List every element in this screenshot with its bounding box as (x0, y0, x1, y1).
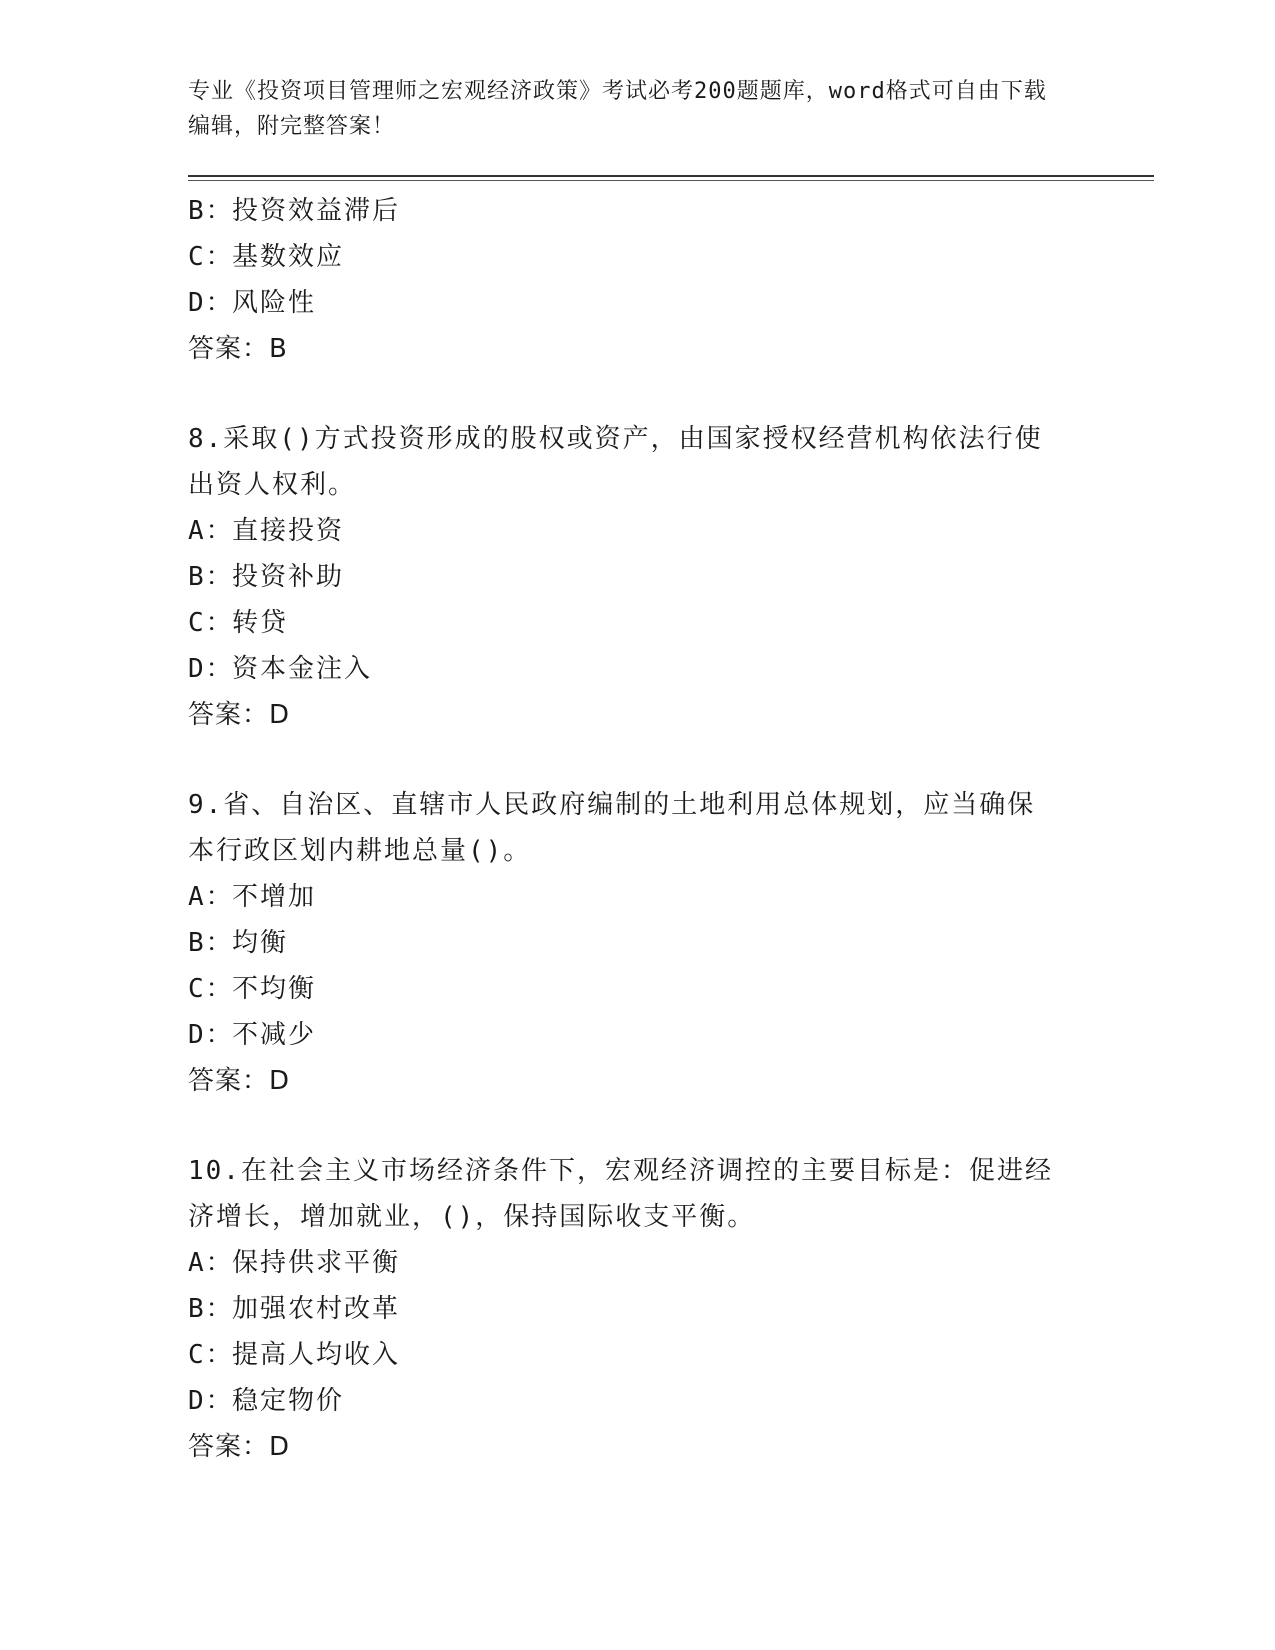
option-text: 不减少 (232, 1020, 317, 1050)
option-text: 风险性 (232, 288, 317, 318)
option-text: 保持供求平衡 (232, 1248, 401, 1278)
option-d (188, 1378, 1088, 1424)
option-key: A： (188, 516, 234, 546)
answer-line: 答案：B (188, 334, 288, 364)
option-c (188, 1332, 1088, 1378)
option-text: 均衡 (232, 928, 289, 958)
question-text-line-2: 出资人权利。 (188, 470, 357, 500)
option-a (188, 1240, 1088, 1286)
option-c (188, 966, 1088, 1012)
answer-line: 答案：D (188, 1432, 291, 1462)
option-a (188, 874, 1088, 920)
spacer (188, 372, 1088, 416)
option-key: D： (188, 1386, 234, 1416)
option-key: C： (188, 608, 234, 638)
option-c (188, 234, 1088, 280)
option-a (188, 508, 1088, 554)
option-b (188, 1286, 1088, 1332)
option-key: A： (188, 1248, 234, 1278)
header-divider-thin (188, 180, 1154, 181)
option-key: B： (188, 196, 234, 226)
option-key: C： (188, 1340, 234, 1370)
option-key: B： (188, 562, 234, 592)
option-c (188, 600, 1088, 646)
option-text: 投资补助 (232, 562, 345, 592)
option-text: 投资效益滞后 (232, 196, 401, 226)
question-list (188, 188, 1088, 1470)
spacer (188, 738, 1088, 782)
question-text-line-2: 济增长，增加就业，()，保持国际收支平衡。 (188, 1202, 756, 1232)
option-text: 稳定物价 (232, 1386, 345, 1416)
option-d (188, 646, 1088, 692)
option-text: 直接投资 (232, 516, 345, 546)
option-text: 资本金注入 (232, 654, 373, 684)
question-text-line-2: 本行政区划内耕地总量()。 (188, 836, 532, 866)
option-text: 基数效应 (232, 242, 345, 272)
answer-line: 答案：D (188, 1066, 291, 1096)
document-header: 专业《投资项目管理师之宏观经济政策》考试必考200题题库，word格式可自由下载编辑，附完整答案！ (188, 79, 1047, 139)
option-d (188, 280, 1088, 326)
question-block-8 (188, 416, 1088, 738)
option-key: C： (188, 242, 234, 272)
spacer (188, 1104, 1088, 1148)
header-divider-thick (188, 175, 1154, 177)
option-text: 不增加 (232, 882, 317, 912)
option-b (188, 188, 1088, 234)
option-key: B： (188, 928, 234, 958)
option-key: D： (188, 288, 234, 318)
question-block-7 (188, 188, 1088, 372)
question-text-line-1: 8.采取()方式投资形成的股权或资产，由国家授权经营机构依法行使 (188, 424, 1043, 454)
question-block-9 (188, 782, 1088, 1104)
option-key: C： (188, 974, 234, 1004)
question-block-10 (188, 1148, 1088, 1470)
option-b (188, 554, 1088, 600)
option-key: D： (188, 654, 234, 684)
question-text-line-1: 9.省、自治区、直辖市人民政府编制的土地利用总体规划，应当确保 (188, 790, 1036, 820)
option-text: 提高人均收入 (232, 1340, 401, 1370)
question-text-line-1: 10.在社会主义市场经济条件下，宏观经济调控的主要目标是：促进经 (188, 1156, 1053, 1186)
option-b (188, 920, 1088, 966)
option-key: D： (188, 1020, 234, 1050)
option-d (188, 1012, 1088, 1058)
answer-line: 答案：D (188, 700, 291, 730)
option-text: 不均衡 (232, 974, 317, 1004)
option-text: 加强农村改革 (232, 1294, 401, 1324)
option-key: A： (188, 882, 234, 912)
option-key: B： (188, 1294, 234, 1324)
option-text: 转贷 (232, 608, 289, 638)
